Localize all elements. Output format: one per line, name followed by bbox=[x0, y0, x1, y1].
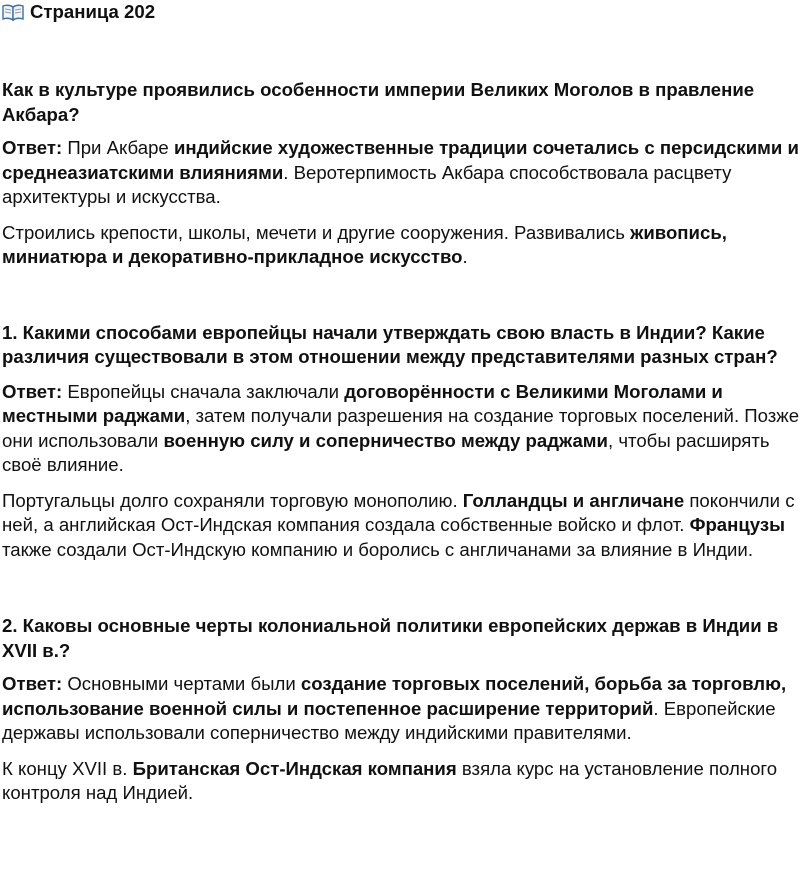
detail-text: . bbox=[462, 246, 468, 267]
answer-text: , чтобы расширять своё влияние. bbox=[2, 429, 770, 475]
answer-paragraph bbox=[2, 380, 800, 478]
answer-emphasis: создание торговых поселений, борьба за торговлю, использование военной силы и постепенное расширение территорий bbox=[2, 673, 787, 719]
answer-emphasis: индийские художественные традиции сочетались с персидскими и среднеазиатскими влияниями bbox=[2, 137, 799, 183]
qa-section bbox=[2, 614, 800, 806]
page-title: Страница 202 bbox=[30, 1, 156, 22]
answer-emphasis: договорённости с Великими Моголами и местными раджами bbox=[2, 380, 723, 426]
answer-text: , затем получали разрешения на создание торговых поселений. Позже они использовали bbox=[2, 405, 800, 451]
detail-paragraph bbox=[2, 489, 800, 563]
page-header bbox=[2, 0, 800, 24]
question-heading: 2. Каковы основные черты колониальной политики европейских держав в Индии в XVII в.? bbox=[2, 615, 779, 661]
answer-text: Европейцы сначала заключали bbox=[67, 380, 340, 402]
qa-section bbox=[2, 321, 800, 563]
detail-text: также создали Ост-Индскую компанию и боролись с англичанами за влияние в Индии. bbox=[2, 538, 753, 560]
answer-text: . Европейские державы использовали соперничество между индийскими правителями. bbox=[2, 697, 776, 743]
detail-text: покончили с ней, а английская Ост-Индская компания создала собственные войско и флот. bbox=[2, 489, 795, 535]
open-book-icon bbox=[2, 3, 24, 21]
answer-emphasis: военную силу и соперничество между раджами bbox=[163, 429, 608, 451]
answer-label: Ответ: bbox=[2, 137, 63, 158]
answer-label: Ответ: bbox=[2, 673, 63, 694]
detail-text: Строились крепости, школы, мечети и другие сооружения. Развивались bbox=[2, 221, 625, 243]
detail-text: К концу XVII в. bbox=[2, 757, 128, 779]
detail-paragraph bbox=[2, 757, 800, 806]
answer-text: При Акбаре bbox=[67, 137, 169, 158]
detail-emphasis: живопись, миниатюра и декоративно-прикладное искусство bbox=[2, 221, 727, 267]
answer-text: . Веротерпимость Акбара способствовала расцвету архитектуры и искусства. bbox=[2, 161, 732, 207]
question-heading: 1. Какими способами европейцы начали утверждать свою власть в Индии? Какие различия существовали в этом отношении между представителями разных стран? bbox=[2, 321, 778, 367]
answer-paragraph bbox=[2, 136, 800, 210]
answer-label: Ответ: bbox=[2, 380, 63, 402]
detail-emphasis: Голландцы и англичане bbox=[462, 489, 685, 511]
detail-paragraph bbox=[2, 221, 800, 270]
answer-text: Основными чертами были bbox=[67, 673, 296, 694]
detail-text: взяла курс на установление полного контроля над Индией. bbox=[2, 757, 778, 803]
qa-section bbox=[2, 78, 800, 270]
detail-text: Португальцы долго сохраняли торговую монополию. bbox=[2, 489, 458, 511]
answer-paragraph bbox=[2, 672, 800, 746]
question-heading: Как в культуре проявились особенности империи Великих Моголов в правление Акбара? bbox=[2, 79, 755, 125]
detail-emphasis: Французы bbox=[689, 514, 786, 535]
detail-emphasis: Британская Ост-Индская компания bbox=[132, 757, 457, 779]
